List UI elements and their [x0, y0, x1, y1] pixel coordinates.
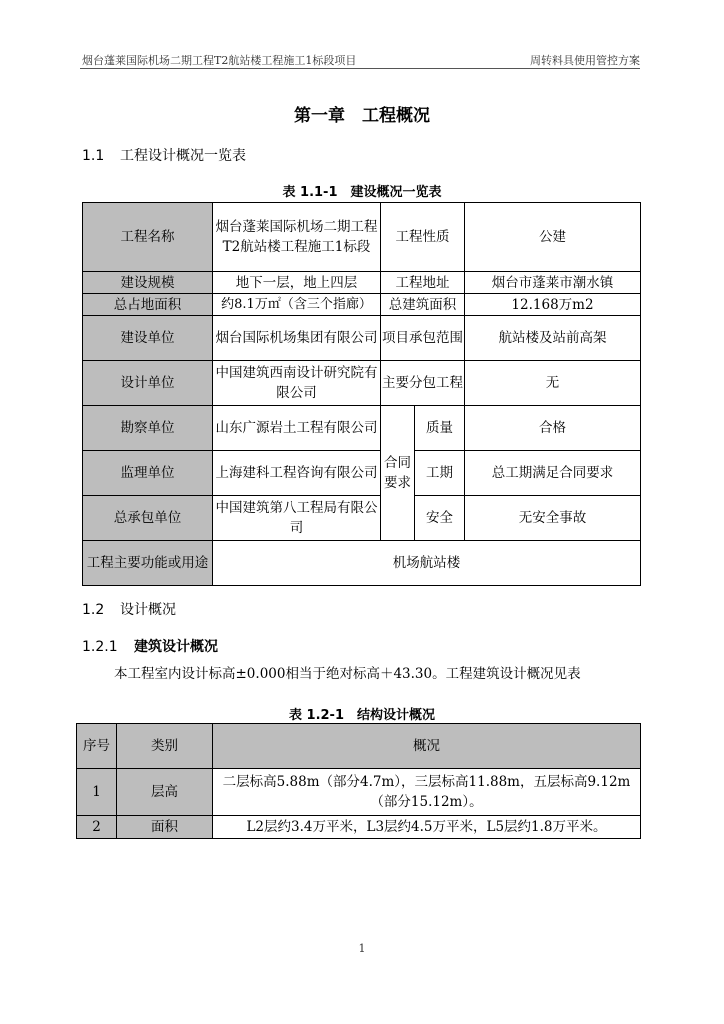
header-document-title: 周转料具使用管控方案 [530, 54, 640, 67]
cell-value: 烟台市蓬莱市潮水镇 [465, 272, 641, 294]
section-number: 1.1 [82, 148, 105, 164]
section-heading-1-1 [82, 145, 246, 165]
section-number: 1.2.1 [82, 639, 118, 655]
row-category: 层高 [117, 769, 213, 816]
cell-label: 设计单位 [83, 361, 213, 406]
structure-design-table [76, 723, 641, 839]
table-row [83, 294, 641, 316]
cell-value: 约8.1万㎡（含三个指廊） [213, 294, 381, 316]
cell-label: 工程性质 [381, 203, 465, 272]
cell-value: 地下一层，地上四层 [213, 272, 381, 294]
cell-value: 无安全事故 [465, 496, 641, 541]
cell-label: 总建筑面积 [381, 294, 465, 316]
section-title: 工程设计概况一览表 [120, 148, 246, 164]
row-category: 面积 [117, 816, 213, 839]
cell-label: 监理单位 [83, 451, 213, 496]
table-row [83, 361, 641, 406]
cell-label: 主要分包工程 [381, 361, 465, 406]
cell-value: 中国建筑西南设计研究院有限公司 [213, 361, 381, 406]
cell-value: 航站楼及站前高架 [465, 316, 641, 361]
cell-value: 无 [465, 361, 641, 406]
project-overview-table [82, 202, 641, 586]
table-row [83, 203, 641, 272]
table-row [77, 816, 641, 839]
column-header-no: 序号 [77, 724, 117, 769]
cell-label: 建设单位 [83, 316, 213, 361]
page-header [80, 50, 640, 69]
column-header-category: 类别 [117, 724, 213, 769]
section-title: 建筑设计概况 [134, 639, 218, 655]
body-paragraph: 本工程室内设计标高±0.000相当于绝对标高＋43.30。工程建筑设计概况见表 [114, 666, 581, 682]
row-number: 2 [77, 816, 117, 839]
cell-value: 烟台蓬莱国际机场二期工程T2航站楼工程施工1标段 [213, 203, 381, 272]
table2-caption: 表 1.2-1 结构设计概况 [289, 708, 435, 723]
section-number: 1.2 [82, 602, 105, 618]
table-row [83, 406, 641, 451]
cell-value: 山东广源岩土工程有限公司 [213, 406, 381, 451]
chapter-title: 第一章 工程概况 [294, 106, 430, 126]
row-description: L2层约3.4万平米，L3层约4.5万平米，L5层约1.8万平米。 [213, 816, 641, 839]
header-project-name: 烟台蓬莱国际机场二期工程T2航站楼工程施工1标段项目 [82, 54, 357, 67]
cell-value: 总工期满足合同要求 [465, 451, 641, 496]
cell-label: 总占地面积 [83, 294, 213, 316]
contract-requirement-label: 合同要求 [381, 406, 415, 541]
table-header-row [77, 724, 641, 769]
cell-value: 中国建筑第八工程局有限公司 [213, 496, 381, 541]
cell-value: 12.168万m2 [465, 294, 641, 316]
cell-value: 烟台国际机场集团有限公司 [213, 316, 381, 361]
table-row [83, 541, 641, 586]
table-row [77, 769, 641, 816]
table-row [83, 316, 641, 361]
cell-label: 安全 [415, 496, 465, 541]
cell-label: 质量 [415, 406, 465, 451]
cell-label: 勘察单位 [83, 406, 213, 451]
section-heading-1-2 [82, 599, 176, 619]
column-header-description: 概况 [213, 724, 641, 769]
row-number: 1 [77, 769, 117, 816]
table-row [83, 272, 641, 294]
cell-label: 项目承包范围 [381, 316, 465, 361]
cell-value: 公建 [465, 203, 641, 272]
cell-label: 工程名称 [83, 203, 213, 272]
row-description: 二层标高5.88m（部分4.7m），三层标高11.88m，五层标高9.12m（部分15.12m）。 [213, 769, 641, 816]
section-heading-1-2-1 [82, 636, 218, 656]
cell-label: 建设规模 [83, 272, 213, 294]
cell-label: 总承包单位 [83, 496, 213, 541]
table-row [83, 496, 641, 541]
table1-caption: 表 1.1-1 建设概况一览表 [282, 185, 442, 200]
cell-value: 合格 [465, 406, 641, 451]
cell-value: 上海建科工程咨询有限公司 [213, 451, 381, 496]
section-title: 设计概况 [120, 602, 176, 618]
page-number: 1 [358, 942, 366, 955]
cell-label: 工期 [415, 451, 465, 496]
cell-label: 工程地址 [381, 272, 465, 294]
cell-label: 工程主要功能或用途 [83, 541, 213, 586]
table-row [83, 451, 641, 496]
cell-value: 机场航站楼 [213, 541, 641, 586]
